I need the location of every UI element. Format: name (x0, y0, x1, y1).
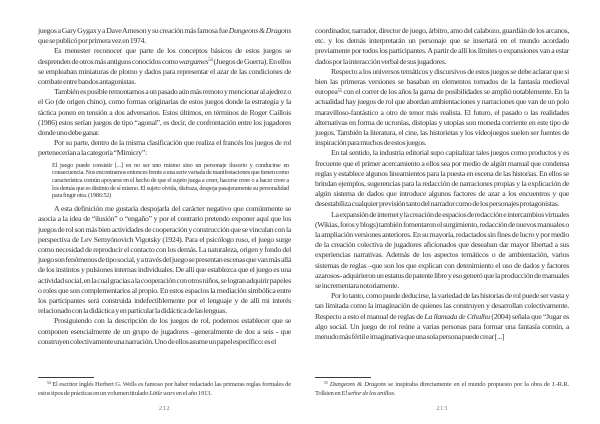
text-run: coordinador, narrador, director de juego, árbitro, amo del calabozo, guardián de los arcanos, etc. y los demás interpretarán un personaje que se insertará en el mundo acordado previamente por todos los participantes. A partir de allí los límites o expansiones van a estar dados por la interacción verbal de sus jugadores. (315, 26, 569, 66)
page-right (300, 0, 600, 424)
footnote-text (315, 381, 569, 398)
text-run: Por lo tanto, como puede deducirse, la variedad de las historias de rol puede ser vasta y tan limitada como la imaginación de quienes las construyen y desarrollan colectivamente. Respecto a esto el manual de reglas de (315, 291, 569, 321)
body-paragraph (38, 87, 291, 138)
footnote-marker: 54 (47, 380, 51, 386)
body-paragraph (315, 148, 569, 209)
footnote-marker: 54 (208, 58, 213, 64)
text-run: En tal sentido, la industria editorial supo capitalizar tales juegos como productos y es frecuente que el primer acercamiento a ellos sea por medio de algún manual que condensa reglas y establece algunos lineamientos para la puesta en escena de las historias. En ellos se brindan ejemplos, sugerencias para la redacción de narraciones propias y la explicación de algún sistema de dados que introduce algunos factores de azar a los encuentros y que desestabiliza cualquier previsión tanto del narrador como de los personajes protagonistas. (315, 148, 569, 209)
text-run: También es posible remontarnos a un pasado aún más remoto y mencionar al ajedrez o el Go (de origen chino), como formas originarias de estos juegos donde la estrategia y la táctica ponen en tensión a dos adversarios. Estos últimos, en términos de Roger Caillois (1986) estos serían juegos de tipo “agonal”, es decir, de confrontación entre los jugadores donde uno debe ganar. (38, 87, 291, 138)
footnote-text (38, 381, 291, 398)
text-run: se inspiraba directamente en el mundo propuesto por la obra de J.-R.R. Tolkien en (315, 381, 569, 397)
italic-text: Dungeons & Dragons (228, 26, 291, 35)
page-right-text (315, 26, 569, 342)
italic-text: wargames (178, 56, 209, 66)
text-run: (2004) señala que “Jugar es algo social. Un juego de rol reúne a varias personas para formar una fantasía común, a menudo más fértil e imaginativa que una sola persona puede crear [...] (315, 311, 569, 342)
page-left-text (38, 26, 291, 347)
footnote-area-right (315, 371, 569, 398)
text-run: Prosiguiendo con la descripción de los juegos de rol, podemos establecer que se componen esencialmente de un grupo de jugadores –generalmente de dos a seis - que construyen colectivamente una narración. Uno de ellos asume un papel específico: es el (38, 316, 291, 346)
text-run: A esta definición me gustaría despojarla del carácter negativo que comúnmente se asocia a la idea de “ilusión” o “engaño” y por el contrario pretendo exponer aquí que los juegos de rol son más bien actividades de cooperación y construcción que se vinculan con la perspectiva de Lev Semyónovich Vigotsky (1924). Para el psicólogo ruso, el juego surge como necesidad de reproducir el contacto con los demás. La naturaleza, origen y fondo del juego son fenómenos de tipo social, y a través del juego se presentan escenas que van más allá de los instintos y pulsiones internas individuales. De allí que establezca que el juego es una actividad social, en la cual gracias a la cooperación con otros niños, se logran adquirir papeles o roles que son complementarios al propio. En estos espacios la mediación simbólica entre los participantes será construida indefectiblemente por el lenguaje y de allí mi interés relacionado con la didáctica y en particular la didáctica de las lenguas. (38, 204, 291, 316)
text-run: que se publicó por primera vez en 1974. (38, 36, 146, 46)
text-run: . (393, 389, 396, 397)
text-run: Respecto a los universos temáticos y discursivos de estos juegos se debe aclarar que si bien las primeras versiones se basaban en elementos tomados de la fantasía medieval europea (315, 66, 569, 97)
text-run: con el correr de los años la gama de posibilidades se amplió notablemente. En la actualidad hay juegos de rol que abordan ambientaciones y narraciones que van de un polo maravilloso-fantástico a otro de tenor más realista. El futuro, el pasado o las realidades alternativas en forma de ucronías, distopías y utopías son moneda corriente en este tipo de juegos. También la literatura, el cine, las historietas y los videojuegos suelen ser fuentes de inspiración para muchos de estos juegos. (315, 87, 569, 148)
footnote-area-left (38, 371, 291, 398)
text-run: El juego puede consistir [...] en no ser uno mismo sino un personaje ilusorio y conducirse en consecuencia. Nos encontramos entonces frente a una serie variada de manifestaciones que tienen como característica común apoyarse en el hecho de que el sujeto juega a creer, hacerse creer o a hacer creer a los demás que es distinto de sí mismo. El sujeto olvida, disfraza, despoja pasajeramente su personalidad para fingir otra. (1986:52) (52, 161, 289, 200)
body-paragraph (38, 46, 291, 87)
page-number-right: 213 (436, 405, 448, 412)
text-run: Es menester reconocer que parte de los conceptos básicos de estos juegos se desprenden de otros más antiguos conocidos como (38, 46, 291, 66)
text-run: El escritor inglés Herbert G. Wells es famoso por haber redactado las primeras reglas formales de estos tipos de prácticas en un volumen titulado (38, 381, 291, 397)
body-paragraph (38, 204, 291, 316)
text-run: juegos a Gary Gygax y a Dave Arneson y su creación más famosa fue (38, 26, 229, 35)
body-paragraph (315, 210, 569, 292)
footnote-marker: 55 (337, 89, 342, 95)
body-paragraph (315, 291, 569, 342)
footnote-marker: 55 (324, 380, 328, 386)
footnote-separator (38, 377, 94, 378)
text-run: La expansión de internet y la creación de espacios de redacción e intercambios virtuales (Wikias, foros y blogs) también fomentaron el surgimiento, redacción de nuevos manuales o la ampliación versiones anteriores. En su mayoría, redactados sin fines de lucro y por medio de la creación colectiva de jugadores aficionados que deseaban dar mayor libertad a sus experiencias narrativas. Además de los aspectos temáticos o de ambientación, varios sistemas de reglas –que son los que explican con detenimiento el uso de dados y factores azarosos- adquirieron un estatus de patente libre y eso generó que la producción de manuales se incrementara notoriamente. (315, 209, 569, 291)
text-run: en el año 1913. (175, 389, 212, 397)
body-paragraph (38, 26, 291, 46)
footnote-separator (315, 377, 371, 378)
page-number-left: 212 (158, 405, 171, 412)
italic-text: El señor de los anillos (341, 389, 394, 397)
block-quote (52, 162, 289, 201)
italic-text: Dungeons & Dragons (329, 381, 386, 389)
body-paragraph (315, 26, 569, 67)
italic-text: La llamada de Cthulhu (424, 311, 490, 321)
body-paragraph (315, 67, 569, 149)
text-run: Por su parte, dentro de la misma clasificación que realiza el francés los juegos de rol pertenecerían a la categoría “Mimicry”: (38, 138, 291, 158)
body-paragraph (38, 316, 291, 347)
text-run: (Juegos de Guerra). En ellos se empleaban miniaturas de plomo y dados para representar el azar de las condiciones de combate entre bandos antagonistas. (38, 56, 291, 87)
body-paragraph (38, 138, 291, 158)
italic-text: Little wars (149, 389, 175, 397)
